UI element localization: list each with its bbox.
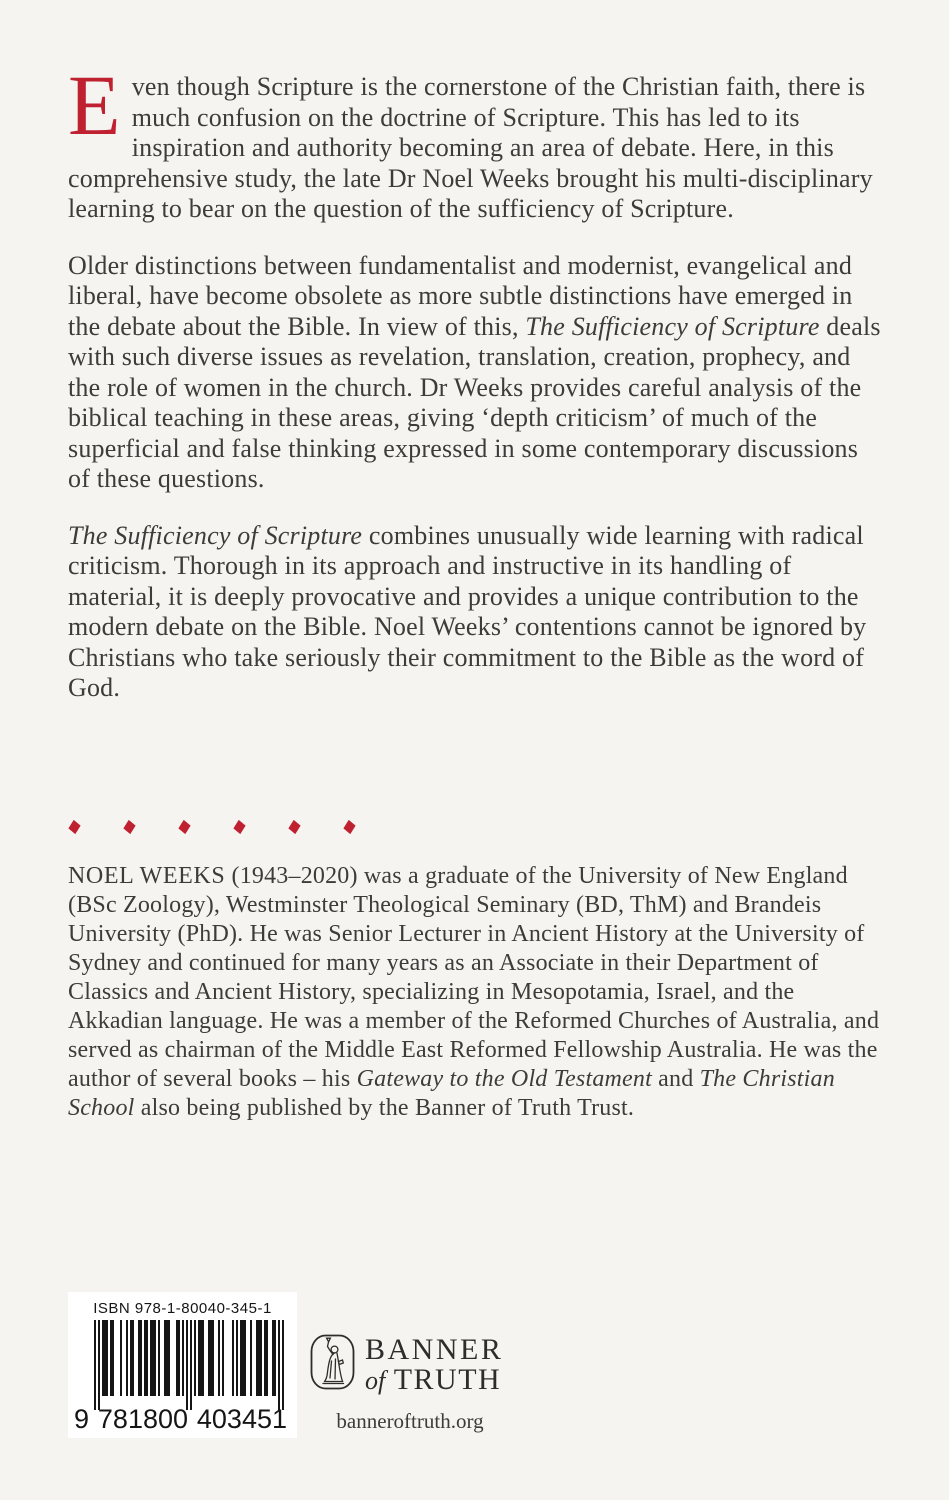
synopsis-paragraph-2 — [68, 251, 882, 495]
barcode-digit-group: 781800 — [97, 1404, 189, 1434]
italic-title-text: The Sufficiency of Scripture — [68, 520, 363, 550]
barcode-bars — [94, 1320, 284, 1412]
publisher-name-line2 — [365, 1363, 503, 1396]
paragraph-text — [68, 57, 873, 223]
publisher-name-truth: TRUTH — [393, 1363, 502, 1396]
body-text: also being published by the Banner of Truth Trust. — [134, 1095, 635, 1121]
body-text: deals with such diverse issues as revelation, translation, creation, prophecy, and the role of women in the church. Dr Weeks provides careful analysis of the biblical teaching in these areas, giving ‘depth criticism’ of much of the superficial and false thinking expressed in some contemporary discussions of these questions. — [68, 311, 881, 493]
body-text: NOEL WEEKS — [68, 863, 226, 889]
banner-of-truth-emblem-icon — [310, 1334, 355, 1390]
diamond-ornament — [123, 820, 135, 834]
italic-title-text: Gateway to the Old Testament — [356, 1066, 652, 1092]
barcode-digit-group: 9 — [74, 1404, 90, 1434]
drop-cap: E — [68, 57, 121, 153]
diamond-ornament — [68, 820, 80, 834]
publisher-website: banneroftruth.org — [336, 1409, 484, 1433]
body-text: combines unusually wide learning with radical criticism. Thorough in its approach and instructive in its handling of material, it is deeply provocative and provides a unique contribution to the modern debate on the Bible. Noel Weeks’ contentions cannot be ignored by Christians who take seriously their commitment to the Bible as the word of God. — [68, 520, 867, 702]
barcode-module — [282, 1320, 284, 1410]
body-text: Older distinctions between fundamentalist and modernist, evangelical and liberal, have become obsolete as more subtle distinctions have emerged in the debate about the Bible. In view of this, — [68, 250, 853, 341]
publisher-name-line1: BANNER — [365, 1333, 504, 1366]
diamond-ornament — [288, 820, 300, 834]
barcode-digit-group: 403451 — [196, 1404, 287, 1434]
diamond-ornament — [233, 820, 245, 834]
synopsis-paragraph-3 — [68, 521, 882, 704]
author-bio — [68, 862, 882, 1123]
body-text: ven though Scripture is the cornerstone of the Christian faith, there is much confusion on the doctrine of Scripture. This has led to its inspiration and authority becoming an area of debate. Here, in this comprehensive study, the late Dr Noel Weeks brought his multi-disciplinary learning to bear on the question of the sufficiency of Scripture. — [68, 72, 873, 223]
ornament-row — [70, 822, 354, 832]
diamond-ornament — [343, 820, 355, 834]
publisher-name — [365, 1334, 503, 1395]
synopsis-section — [68, 57, 882, 730]
isbn-label: ISBN 978-1-80040-345-1 — [93, 1300, 272, 1317]
publisher-name-of: of — [365, 1366, 386, 1395]
body-text: and — [651, 1066, 700, 1092]
barcode-box — [68, 1292, 297, 1438]
italic-title-text: The Christian School — [68, 1066, 835, 1121]
barcode-digits — [74, 1404, 287, 1434]
publisher-logo — [310, 1334, 510, 1434]
synopsis-paragraph-1 — [68, 57, 882, 225]
italic-title-text: The Sufficiency of Scripture — [525, 311, 820, 341]
diamond-ornament — [178, 820, 190, 834]
body-text: (1943–2020) was a graduate of the University of New England (BSc Zoology), Westminster Theological Seminary (BD, ThM) and Brandeis University (PhD). He was Senior Lecturer in Ancient History at the University of Sydney and continued for many years as an Associate in their Department of Classics and Ancient History, specializing in Mesopotamia, Israel, and the Akkadian language. He was a member of the Reformed Churches of Australia, and served as chairman of the Middle East Reformed Fellowship Australia. He was the author of several books – his — [68, 863, 880, 1092]
